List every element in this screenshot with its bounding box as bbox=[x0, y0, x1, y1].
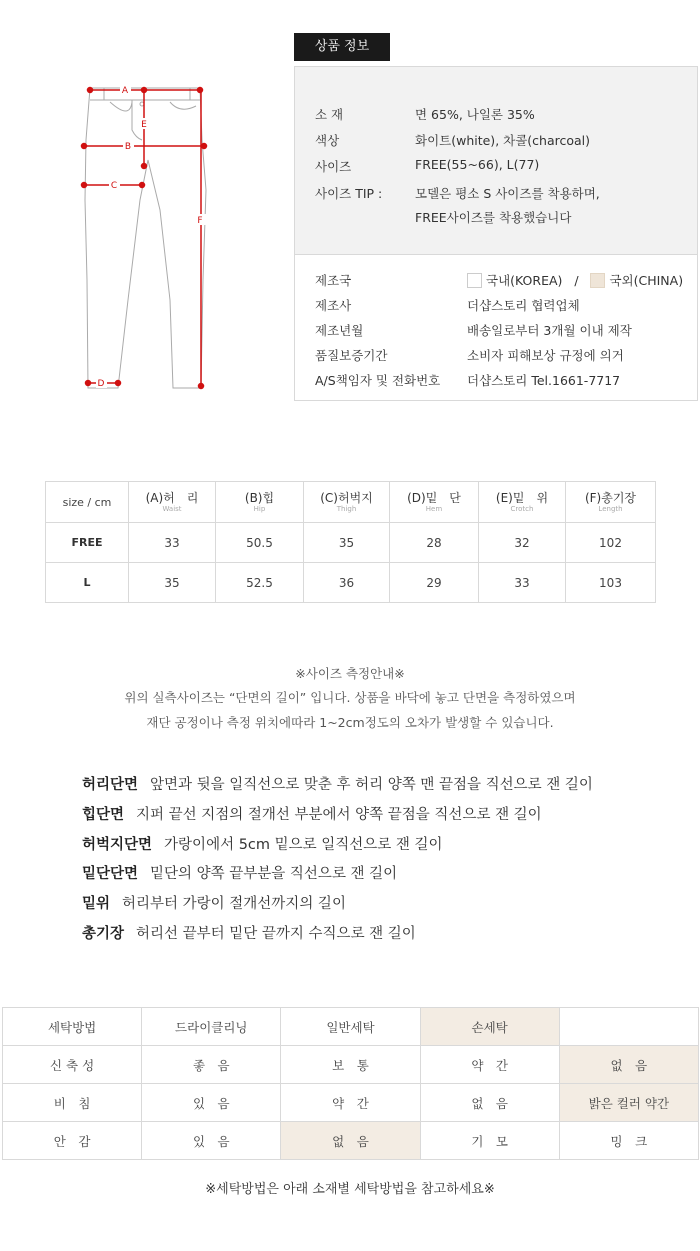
table-cell: 28 bbox=[390, 523, 479, 563]
product-info-badge: 상품 정보 bbox=[294, 33, 390, 61]
table-cell-selected: 없 음 bbox=[559, 1046, 698, 1084]
table-cell: 50.5 bbox=[216, 523, 304, 563]
header-thigh: (C)허벅지 Thigh bbox=[304, 482, 390, 523]
checkbox-domestic bbox=[467, 273, 482, 288]
table-cell: 안 감 bbox=[3, 1122, 142, 1160]
table-cell: 32 bbox=[479, 523, 566, 563]
table-cell-selected: 없 음 bbox=[281, 1122, 420, 1160]
table-cell: 있 음 bbox=[142, 1122, 281, 1160]
pants-measurement-diagram bbox=[70, 80, 220, 395]
table-cell: 드라이클리닝 bbox=[142, 1008, 281, 1046]
separator: / bbox=[574, 273, 579, 288]
table-cell: 세탁방법 bbox=[3, 1008, 142, 1046]
pants-outline bbox=[85, 88, 206, 388]
size-corner: size / cm bbox=[46, 482, 129, 523]
size-label: L bbox=[46, 563, 129, 603]
table-row bbox=[3, 1008, 699, 1046]
table-cell: 35 bbox=[129, 563, 216, 603]
table-cell: 52.5 bbox=[216, 563, 304, 603]
header-length: (F)총기장 Length bbox=[566, 482, 656, 523]
table-cell: 36 bbox=[304, 563, 390, 603]
table-cell: 비 침 bbox=[3, 1084, 142, 1122]
desc-thigh: 허벅지단면 가랑이에서 5cm 밑으로 일직선으로 잰 길이 bbox=[82, 837, 443, 853]
desc-crotch: 밑위 허리부터 가랑이 절개선까지의 길이 bbox=[82, 896, 346, 912]
size-label: FREE bbox=[46, 523, 129, 563]
table-cell: 좋 음 bbox=[142, 1046, 281, 1084]
label-f: F bbox=[197, 216, 203, 226]
table-cell: 29 bbox=[390, 563, 479, 603]
table-cell: 없 음 bbox=[420, 1084, 559, 1122]
label-d: D bbox=[97, 379, 105, 389]
wash-table bbox=[2, 1007, 699, 1160]
table-cell: 기 모 bbox=[420, 1122, 559, 1160]
size-table-header bbox=[46, 482, 656, 523]
size-table bbox=[45, 481, 656, 603]
table-cell: 밍 크 bbox=[559, 1122, 698, 1160]
label-b: B bbox=[124, 142, 132, 152]
table-row bbox=[3, 1122, 699, 1160]
header-crotch: (E)밑 위 Crotch bbox=[479, 482, 566, 523]
size-notice-line2: 재단 공정이나 측정 위치에따라 1~2cm정도의 오차가 발생할 수 있습니다. bbox=[146, 715, 554, 730]
desc-waist: 허리단면 앞면과 뒷을 일직선으로 맞춘 후 허리 양쪽 맨 끝점을 직선으로 잰 길이 bbox=[82, 777, 593, 793]
table-cell: 33 bbox=[479, 563, 566, 603]
table-cell-selected: 밝은 컬러 약간 bbox=[559, 1084, 698, 1122]
label-a: A bbox=[121, 86, 129, 96]
table-cell: 보 통 bbox=[281, 1046, 420, 1084]
wash-note: ※세탁방법은 아래 소재별 세탁방법을 참고하세요※ bbox=[205, 1182, 495, 1197]
size-notice-line1: 위의 실측사이즈는 “단면의 길이” 입니다. 상품을 바닥에 놓고 단면을 측정하였으며 bbox=[124, 690, 576, 705]
table-cell: 102 bbox=[566, 523, 656, 563]
table-cell-selected: 손세탁 bbox=[420, 1008, 559, 1046]
table-cell: 신 축 성 bbox=[3, 1046, 142, 1084]
table-cell: 일반세탁 bbox=[281, 1008, 420, 1046]
table-cell bbox=[559, 1008, 698, 1046]
product-info-box: 소 재 면 65%, 나일론 35% 색상 화이트(white), 차콜(charcoal) 사이즈 FREE(55~66), L(77) 사이즈 TIP : 모델은 평소 S 사이즈를 착용하며, FREE사이즈를 착용했습니다 제조국 국내(KOREA) / 국외(CHINA) 제조사 더샵스토리 협력업체 제조년월 배송일로부터 3개월 이내 제작 품질보증기간 소비자 피해보상 규정에 의거 A/S책임자 및 전화번호 더샵스토리 Tel.1661-7717 bbox=[294, 66, 698, 401]
header-hip: (B)힙 Hip bbox=[216, 482, 304, 523]
measure-lines bbox=[82, 88, 207, 389]
table-cell: 33 bbox=[129, 523, 216, 563]
desc-hem: 밑단단면 밑단의 양쪽 끝부분을 직선으로 잰 길이 bbox=[82, 866, 398, 882]
table-row bbox=[3, 1084, 699, 1122]
header-hem: (D)밑 단 Hem bbox=[390, 482, 479, 523]
domestic-label: 국내(KOREA) bbox=[486, 273, 563, 288]
table-cell: 약 간 bbox=[420, 1046, 559, 1084]
label-e: E bbox=[141, 120, 147, 130]
overseas-label: 국외(CHINA) bbox=[609, 273, 684, 288]
table-row bbox=[46, 563, 656, 603]
desc-length: 총기장 허리선 끝부터 밑단 끝까지 수직으로 잰 길이 bbox=[82, 926, 416, 942]
table-row bbox=[3, 1046, 699, 1084]
table-cell: 있 음 bbox=[142, 1084, 281, 1122]
label-c: C bbox=[110, 181, 118, 191]
table-cell: 약 간 bbox=[281, 1084, 420, 1122]
header-waist: (A)허 리 Waist bbox=[129, 482, 216, 523]
table-cell: 103 bbox=[566, 563, 656, 603]
material-section: 소 재 면 65%, 나일론 35% 색상 화이트(white), 차콜(charcoal) 사이즈 FREE(55~66), L(77) 사이즈 TIP : 모델은 평소 S 사이즈를 착용하며, FREE사이즈를 착용했습니다 bbox=[295, 67, 697, 255]
desc-hip: 힙단면 지퍼 끝선 지점의 절개선 부분에서 양쪽 끝점을 직선으로 잰 길이 bbox=[82, 807, 542, 823]
checkbox-overseas bbox=[590, 273, 605, 288]
size-notice-title: ※사이즈 측정안내※ bbox=[295, 666, 405, 681]
table-cell: 35 bbox=[304, 523, 390, 563]
table-row bbox=[46, 523, 656, 563]
